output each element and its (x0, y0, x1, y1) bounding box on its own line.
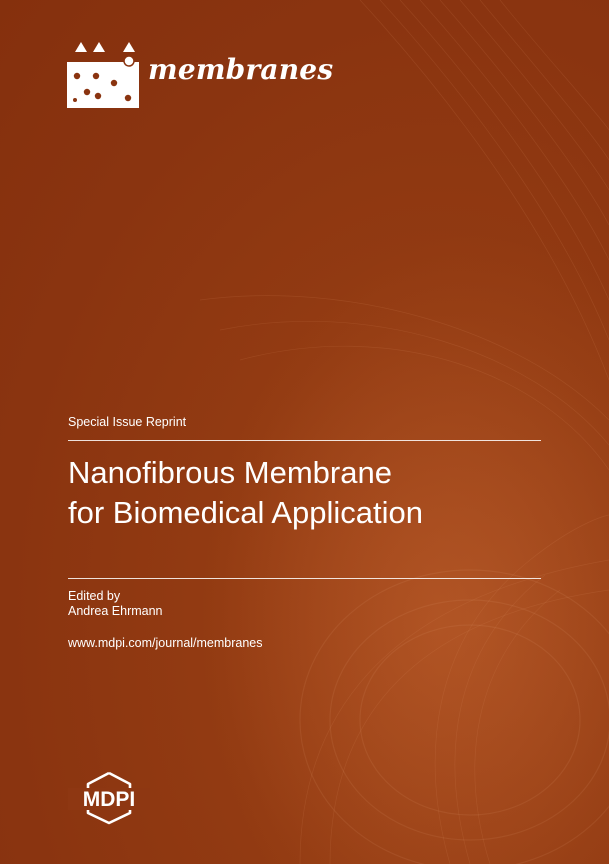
title-line-2: for Biomedical Application (68, 495, 423, 530)
divider-bottom (68, 578, 541, 579)
reprint-label: Special Issue Reprint (68, 415, 187, 429)
membranes-logo-icon (67, 40, 139, 110)
book-title (68, 453, 548, 533)
journal-website-link[interactable]: www.mdpi.com/journal/membranes (68, 636, 263, 650)
editor-name: Andrea Ehrmann (68, 604, 163, 618)
mdpi-logo-icon (68, 771, 150, 825)
title-line-1: Nanofibrous Membrane (68, 455, 392, 490)
edited-by-label: Edited by (68, 589, 121, 603)
divider-top (68, 440, 541, 441)
journal-name: membranes (148, 53, 334, 86)
mdpi-logo-text: MDPI (82, 788, 136, 811)
